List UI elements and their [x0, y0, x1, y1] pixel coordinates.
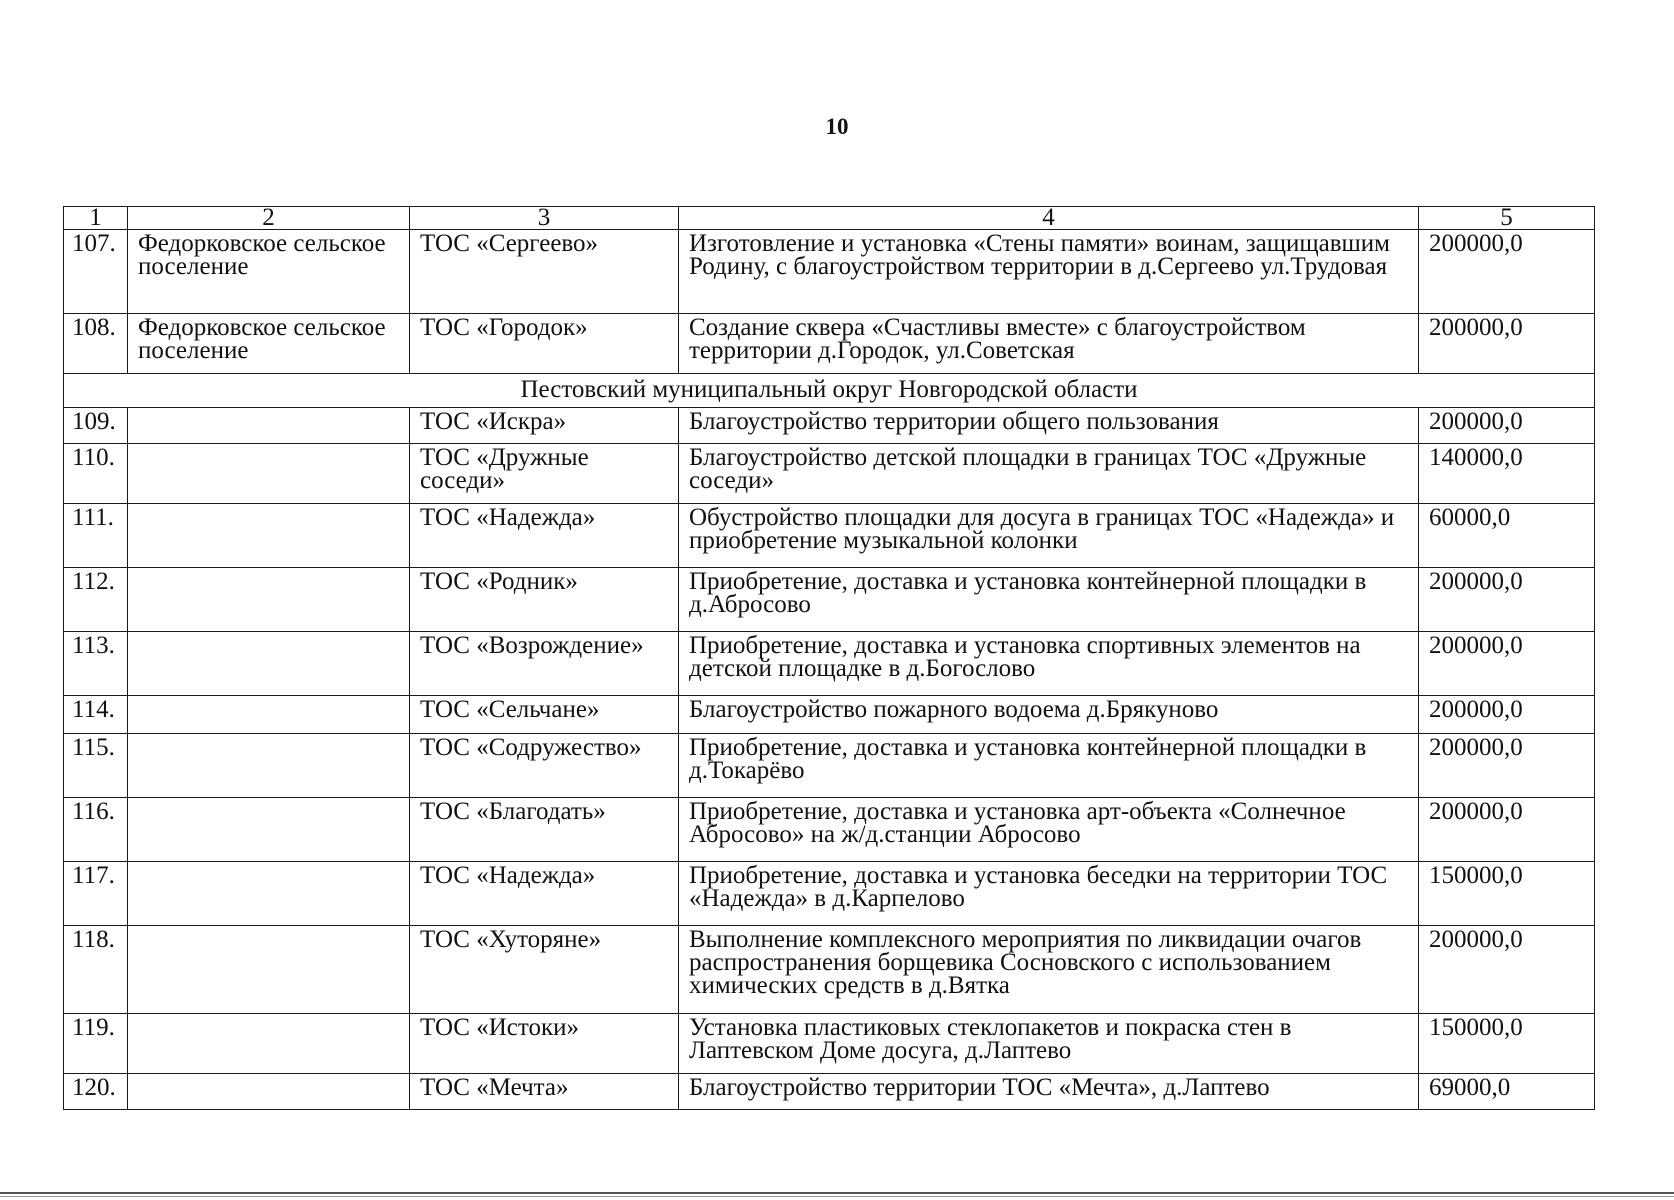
column-number: 2	[128, 207, 410, 230]
funding-amount: 200000,0	[1419, 734, 1595, 798]
table-row	[64, 862, 1595, 926]
column-number-row	[64, 207, 1595, 230]
tos-name: ТОС «Содружество»	[410, 734, 679, 798]
settlement-name	[128, 734, 410, 798]
settlement-name	[128, 926, 410, 1014]
row-number: 118.	[64, 926, 128, 1014]
row-number: 114.	[64, 696, 128, 734]
project-description: Выполнение комплексного мероприятия по ликвидации очагов распространения борщевика Сосновского с использованием химических средств в д.Вятка	[679, 926, 1419, 1014]
project-description: Благоустройство территории общего пользования	[679, 408, 1419, 444]
funding-amount: 150000,0	[1419, 1014, 1595, 1074]
settlement-name	[128, 444, 410, 504]
project-description: Обустройство площадки для досуга в границах ТОС «Надежда» и приобретение музыкальной колонки	[679, 504, 1419, 568]
table-row	[64, 230, 1595, 314]
tos-name: ТОС «Надежда»	[410, 862, 679, 926]
table-row	[64, 1074, 1595, 1110]
column-number: 1	[64, 207, 128, 230]
settlement-name	[128, 504, 410, 568]
funding-amount: 200000,0	[1419, 408, 1595, 444]
project-description: Благоустройство пожарного водоема д.Брякуново	[679, 696, 1419, 734]
row-number: 110.	[64, 444, 128, 504]
settlement-name: Федорковское сельское поселение	[128, 314, 410, 374]
column-number: 3	[410, 207, 679, 230]
funding-amount: 140000,0	[1419, 444, 1595, 504]
row-number: 111.	[64, 504, 128, 568]
row-number: 117.	[64, 862, 128, 926]
settlement-name	[128, 568, 410, 632]
row-number: 109.	[64, 408, 128, 444]
table-row	[64, 696, 1595, 734]
tos-name: ТОС «Искра»	[410, 408, 679, 444]
funding-amount: 60000,0	[1419, 504, 1595, 568]
tos-name: ТОС «Сергеево»	[410, 230, 679, 314]
row-number: 108.	[64, 314, 128, 374]
column-number: 4	[679, 207, 1419, 230]
section-row	[64, 374, 1595, 408]
tos-name: ТОС «Благодать»	[410, 798, 679, 862]
row-number: 107.	[64, 230, 128, 314]
settlement-name: Федорковское сельское поселение	[128, 230, 410, 314]
row-number: 120.	[64, 1074, 128, 1110]
project-description: Благоустройство территории ТОС «Мечта», д.Лаптево	[679, 1074, 1419, 1110]
project-description: Приобретение, доставка и установка контейнерной площадки в д.Токарёво	[679, 734, 1419, 798]
table-row	[64, 568, 1595, 632]
project-description: Приобретение, доставка и установка спортивных элементов на детской площадке в д.Богослово	[679, 632, 1419, 696]
tos-name: ТОС «Возрождение»	[410, 632, 679, 696]
settlement-name	[128, 862, 410, 926]
project-description: Установка пластиковых стеклопакетов и покраска стен в Лаптевском Доме досуга, д.Лаптево	[679, 1014, 1419, 1074]
funding-amount: 200000,0	[1419, 230, 1595, 314]
tos-name: ТОС «Сельчане»	[410, 696, 679, 734]
row-number: 115.	[64, 734, 128, 798]
tos-name: ТОС «Родник»	[410, 568, 679, 632]
project-description: Благоустройство детской площадки в границах ТОС «Дружные соседи»	[679, 444, 1419, 504]
row-number: 112.	[64, 568, 128, 632]
tos-name: ТОС «Надежда»	[410, 504, 679, 568]
project-description: Создание сквера «Счастливы вместе» с благоустройством территории д.Городок, ул.Советская	[679, 314, 1419, 374]
table-row	[64, 444, 1595, 504]
table-row	[64, 1014, 1595, 1074]
tos-name: ТОС «Хуторяне»	[410, 926, 679, 1014]
funding-table	[63, 206, 1595, 1110]
project-description: Изготовление и установка «Стены памяти» воинам, защищавшим Родину, с благоустройством территории в д.Сергеево ул.Трудовая	[679, 230, 1419, 314]
funding-amount: 200000,0	[1419, 568, 1595, 632]
funding-amount: 200000,0	[1419, 314, 1595, 374]
column-number: 5	[1419, 207, 1595, 230]
settlement-name	[128, 408, 410, 444]
section-title: Пестовский муниципальный округ Новгородской области	[64, 374, 1595, 408]
table-row	[64, 632, 1595, 696]
funding-amount: 200000,0	[1419, 696, 1595, 734]
table-row	[64, 926, 1595, 1014]
row-number: 113.	[64, 632, 128, 696]
table-row	[64, 504, 1595, 568]
settlement-name	[128, 798, 410, 862]
funding-amount: 150000,0	[1419, 862, 1595, 926]
scan-edge-line	[0, 1196, 1674, 1197]
funding-amount: 200000,0	[1419, 798, 1595, 862]
table-row	[64, 798, 1595, 862]
funding-amount: 200000,0	[1419, 632, 1595, 696]
project-description: Приобретение, доставка и установка арт-объекта «Солнечное Абросово» на ж/д.станции Абросово	[679, 798, 1419, 862]
settlement-name	[128, 1014, 410, 1074]
table-row	[64, 408, 1595, 444]
project-description: Приобретение, доставка и установка беседки на территории ТОС «Надежда» в д.Карпелово	[679, 862, 1419, 926]
funding-amount: 200000,0	[1419, 926, 1595, 1014]
page-number: 10	[825, 114, 849, 139]
row-number: 116.	[64, 798, 128, 862]
settlement-name	[128, 632, 410, 696]
tos-name: ТОС «Истоки»	[410, 1014, 679, 1074]
project-description: Приобретение, доставка и установка контейнерной площадки в д.Абросово	[679, 568, 1419, 632]
settlement-name	[128, 696, 410, 734]
tos-name: ТОС «Городок»	[410, 314, 679, 374]
row-number: 119.	[64, 1014, 128, 1074]
tos-name: ТОС «Мечта»	[410, 1074, 679, 1110]
scan-edge-line	[0, 1192, 1674, 1194]
table-row	[64, 734, 1595, 798]
funding-amount: 69000,0	[1419, 1074, 1595, 1110]
tos-name: ТОС «Дружные соседи»	[410, 444, 679, 504]
settlement-name	[128, 1074, 410, 1110]
table-row	[64, 314, 1595, 374]
